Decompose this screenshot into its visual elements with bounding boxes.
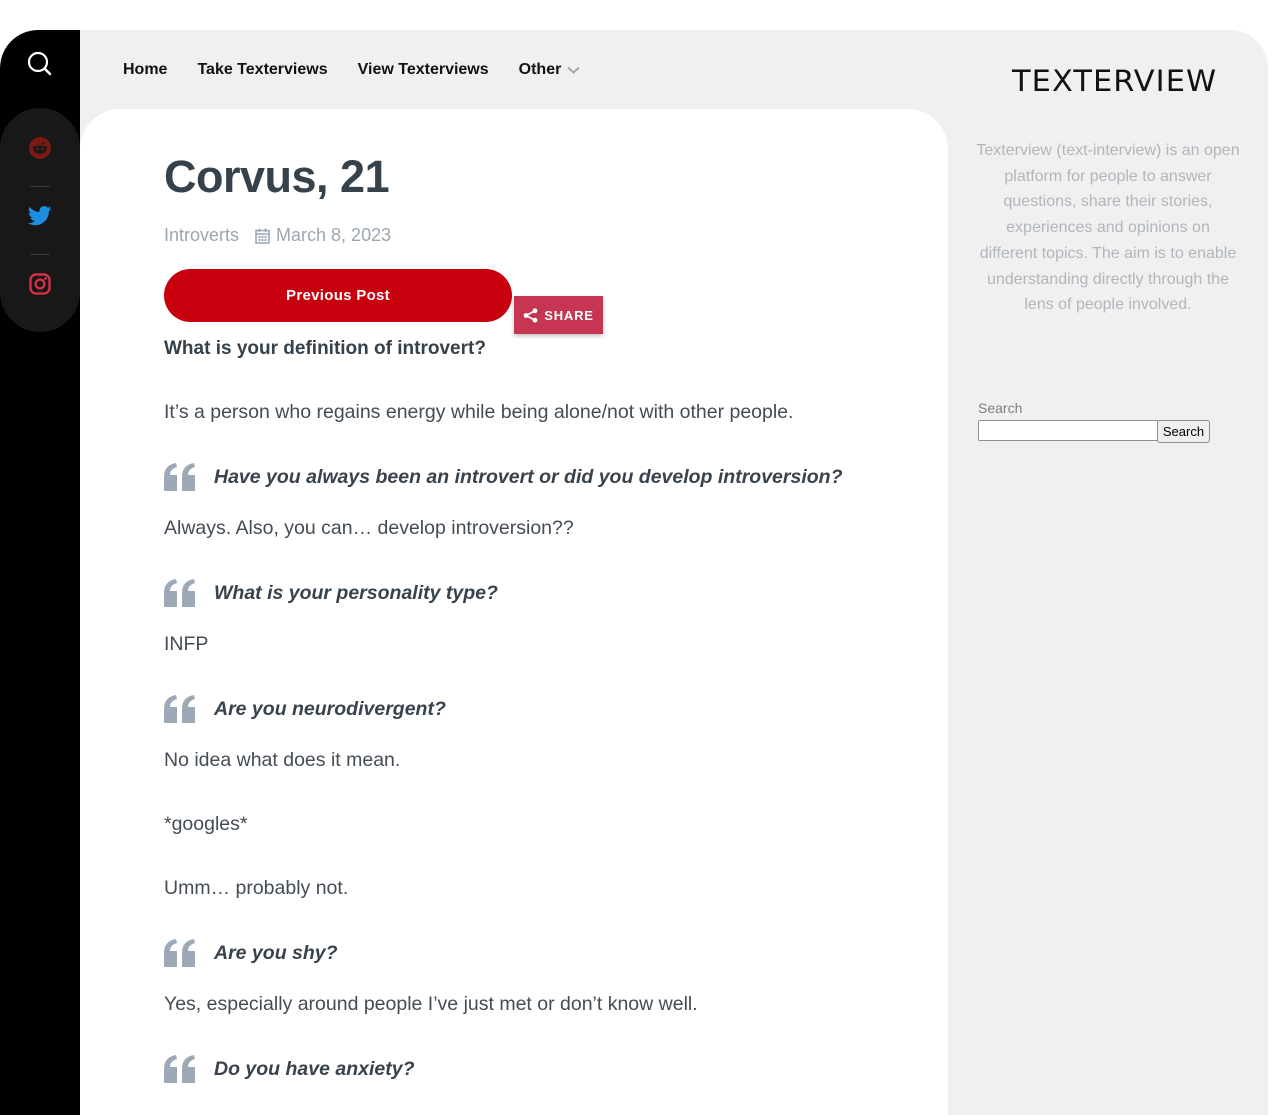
post-date-text: March 8, 2023 [276, 225, 392, 245]
nav-item-view-texterviews[interactable] [358, 61, 489, 79]
nav-item-take-texterviews[interactable] [197, 61, 327, 79]
answer-paragraph [164, 401, 884, 424]
previous-post-button[interactable]: Previous Post [164, 269, 512, 322]
left-rail [0, 30, 80, 1115]
answer-text: No idea what does it mean. [164, 749, 401, 771]
question-text: What is your definition of introvert? [164, 338, 486, 359]
answer-text: Always. Also, you can… develop introversion?? [164, 517, 574, 539]
quote-icon [164, 939, 198, 967]
social-links [0, 108, 80, 332]
question-text: Are you neurodivergent? [214, 697, 446, 720]
answer-paragraph [164, 877, 884, 900]
quote-icon [164, 463, 198, 491]
quote-icon [164, 579, 198, 607]
page-frame [0, 30, 1268, 1115]
search-label: Search [978, 400, 1023, 416]
site-logo[interactable]: TEXTERVIEW [1012, 64, 1218, 98]
quote-question [164, 695, 884, 723]
search-input[interactable] [978, 420, 1159, 441]
quote-question [164, 579, 884, 607]
share-label: SHARE [544, 307, 594, 323]
answer-paragraph [164, 993, 884, 1016]
nav-label: Home [123, 61, 168, 78]
post-title: Corvus, 21 [164, 151, 390, 202]
chevron-down-icon [567, 66, 580, 74]
question-text: What is your personality type? [214, 581, 498, 604]
post-category-link[interactable]: Introverts [164, 225, 240, 245]
answer-text: INFP [164, 633, 209, 655]
quote-icon [164, 1055, 198, 1083]
quote-icon [164, 695, 198, 723]
nav-item-home[interactable] [123, 61, 167, 79]
reddit-icon [28, 136, 52, 165]
post-card [80, 109, 948, 1115]
quote-question [164, 939, 884, 967]
calendar-icon [255, 228, 270, 244]
question-text: Do you have anxiety? [214, 1057, 415, 1080]
instagram-icon [29, 273, 51, 300]
intro-question [164, 338, 884, 360]
main-nav [123, 58, 610, 82]
nav-label: View Texterviews [357, 61, 489, 78]
post-date [255, 225, 391, 246]
question-text: Have you always been an introvert or did you develop introversion? [214, 465, 843, 488]
nav-label: Other [518, 61, 562, 78]
answer-paragraph [164, 749, 884, 772]
search-button[interactable]: Search [1157, 420, 1210, 443]
social-divider [30, 186, 50, 187]
answer-text: Umm… probably not. [164, 877, 349, 899]
rail-search-button[interactable] [0, 30, 80, 102]
twitter-icon [28, 205, 52, 232]
answer-text: It’s a person who regains energy while being alone/not with other people. [164, 401, 794, 423]
share-icon [523, 308, 538, 323]
share-button[interactable] [514, 296, 603, 334]
answer-paragraph [164, 813, 884, 836]
nav-item-other[interactable] [519, 61, 581, 79]
question-text: Are you shy? [214, 941, 338, 964]
nav-label: Take Texterviews [197, 61, 328, 78]
twitter-link[interactable] [0, 198, 80, 238]
answer-text: *googles* [164, 813, 248, 835]
instagram-link[interactable] [0, 266, 80, 306]
search-icon [27, 51, 53, 82]
site-about-text: Texterview (text-interview) is an open platform for people to answer questions, share their stories, experiences and opinions on different topics. The aim is to enable understanding directly through the lens of people involved. [976, 142, 1240, 314]
quote-question [164, 463, 884, 491]
reddit-link[interactable] [0, 130, 80, 170]
answer-text: Yes, especially around people I’ve just met or don’t know well. [164, 993, 698, 1015]
social-divider [30, 254, 50, 255]
post-meta [164, 225, 391, 246]
answer-paragraph [164, 633, 884, 656]
quote-question [164, 1055, 884, 1083]
answer-paragraph [164, 517, 884, 540]
